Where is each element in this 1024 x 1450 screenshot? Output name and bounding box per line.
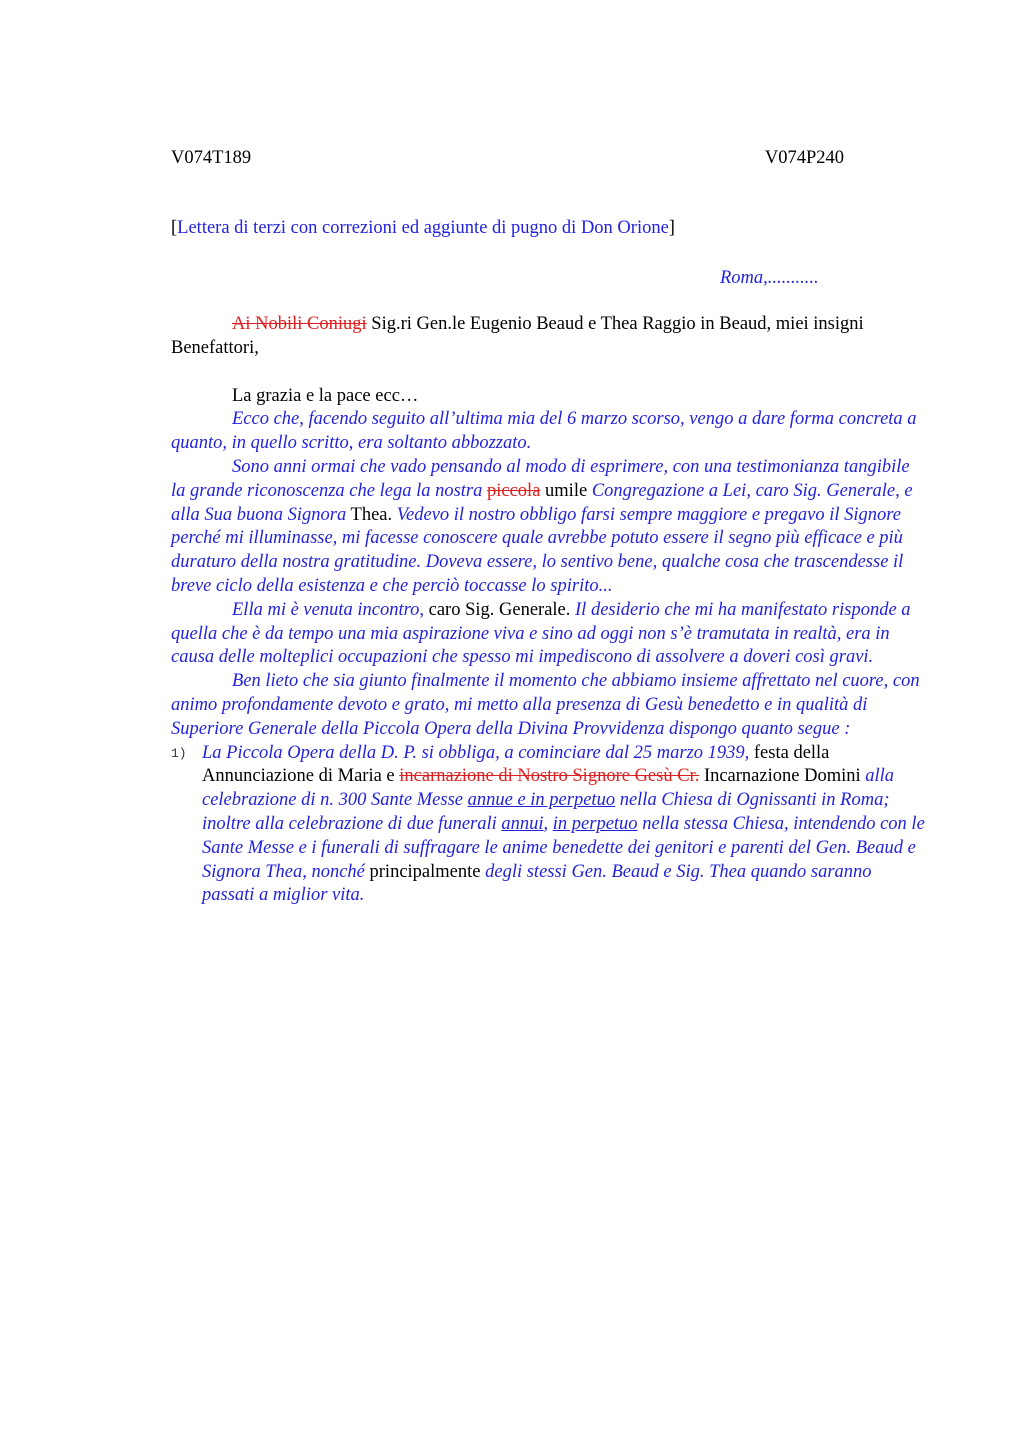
paragraph-2-part-a: Sono anni ormai che vado pensando al modo di esprimere, con una testimonianza tangibile la grande riconoscenza che lega la nostra xyxy=(171,456,910,501)
note-open-bracket: [ xyxy=(171,218,178,238)
paragraph-3-part-c: Il desiderio che mi ha manifestato risponde a quella che è da tempo una mia aspirazione viva e sino ad oggi non s’è tramutata in realtà, era in causa delle molteplici occupazioni che spesso mi impediscono di assolvere a doveri così gravi. xyxy=(171,599,911,668)
paragraph-2-deleted-word: piccola xyxy=(487,480,541,501)
spacer xyxy=(171,361,927,385)
paragraph-2-part-d: Thea. xyxy=(346,504,397,525)
paragraph-2 xyxy=(171,456,927,599)
greeting: La grazia e la pace ecc… xyxy=(232,385,419,406)
list-part-c: Incarnazione Domini xyxy=(699,766,866,787)
list-part-f: , xyxy=(543,813,553,834)
list-underlined-1: annue e in perpetuo xyxy=(467,790,616,811)
salutation-text: Sig.ri Gen.le Eugenio Beaud e Thea Raggio in Beaud, miei insigni Benefattori, xyxy=(171,314,864,358)
list-part-g: nella stessa Chiesa, intendendo con le Sante Messe e i funerali di suffragare le anime benedette dei genitori e parenti del Gen. Beaud e Signora Thea, nonché xyxy=(202,813,925,882)
letter-date: Roma,........... xyxy=(720,268,819,288)
paragraph-1: Ecco che, facendo seguito all’ultima mia del 6 marzo scorso, vengo a dare forma concreta a quanto, in quello scritto, era soltanto abbozzato. xyxy=(171,409,917,454)
paragraph-2-inserted-word: umile xyxy=(540,480,592,501)
paragraph-2-part-e: Vedevo il nostro obbligo farsi sempre maggiore e pregavo il Signore perché mi illuminasse, mi facesse conoscere quale avrebbe potuto essere il segno più efficace e più duraturo della nostra gratitudine. Doveva essere, lo sentivo bene, qualche cosa che trascendesse il breve ciclo della esistenza e che perciò toccasse lo spirito... xyxy=(171,504,904,596)
list-part-e: nella Chiesa di Ognissanti in Roma; inoltre alla celebrazione di due funerali xyxy=(202,790,890,834)
note-text: Lettera di terzi con correzioni ed aggiunte di pugno di Don Orione xyxy=(177,218,669,238)
list-part-b: festa della Annunciazione di Maria e xyxy=(202,742,830,787)
paragraph-3 xyxy=(171,599,927,670)
list-item xyxy=(171,742,927,909)
list-underlined-3: in perpetuo xyxy=(552,813,638,834)
paragraph-3-part-a: Ella mi è venuta incontro, xyxy=(232,599,424,620)
letter-body xyxy=(171,313,927,908)
list-part-i: degli stessi Gen. Beaud e Sig. Thea quando saranno passati a miglior vita. xyxy=(202,861,872,906)
volume-code-left: V074T189 xyxy=(171,148,252,168)
list-underlined-2: annui xyxy=(501,813,544,834)
list-deleted-text: incarnazione di Nostro Signore Gesù Cr. xyxy=(399,766,700,787)
list-part-d: alla celebrazione di n. 300 Sante Messe xyxy=(202,766,895,811)
editorial-note xyxy=(171,216,675,240)
note-close-bracket: ] xyxy=(668,218,675,238)
list-item-number: 1) xyxy=(171,745,187,761)
paragraph-4: Ben lieto che sia giunto finalmente il momento che abbiamo insieme affrettato nel cuore, con animo profondamente devoto e grato, mi metto alla presenza di Gesù benedetto e in qualità di Superiore Generale della Piccola Opera della Divina Provvidenza dispongo quanto segue : xyxy=(171,671,920,739)
list-part-h: principalmente xyxy=(364,861,486,882)
salutation-deleted-text: Ai Nobili Coniugi xyxy=(232,314,367,334)
volume-code-right: V074P240 xyxy=(764,148,844,168)
paragraph-2-part-c: Congregazione a Lei, caro Sig. Generale, e alla Sua buona Signora xyxy=(171,480,913,525)
paragraph-3-part-b: caro Sig. Generale. xyxy=(423,599,576,620)
list-part-a: La Piccola Opera della D. P. si obbliga, a cominciare dal 25 marzo 1939, xyxy=(202,742,750,763)
salutation xyxy=(171,313,927,361)
